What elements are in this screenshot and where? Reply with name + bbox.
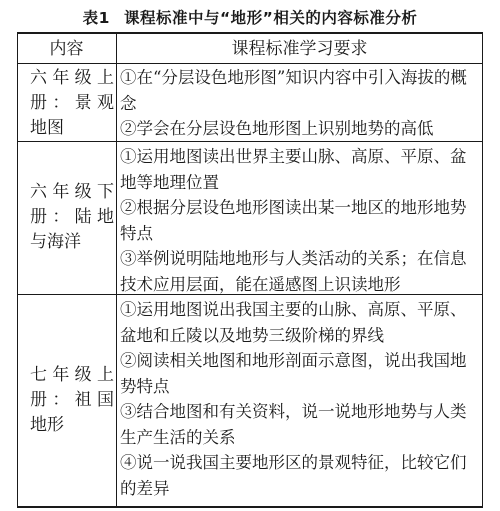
table-bottom-rule [17, 506, 483, 508]
requirement-item: ④说一说我国主要地形区的景观特征，比较它们的差异 [120, 453, 467, 498]
table-number: 表1 [82, 9, 110, 27]
row-1-content-line: 六年级上 [30, 68, 114, 88]
table-right-border [482, 33, 483, 508]
requirement-item: ③举例说明陆地地形与人类活动的关系；在信息技术应用层面，能在遥感图上识读地形 [120, 249, 467, 294]
requirement-item: ②根据分层设色地形图读出某一地区的地形地势特点 [120, 198, 467, 243]
row-3-content-line: 地形 [30, 415, 64, 435]
row-2-content-line: 册：陆地 [30, 207, 114, 227]
requirement-item: ①运用地图读出世界主要山脉、高原、平原、盆地等地理位置 [120, 147, 467, 192]
requirement-item: ②阅读相关地图和地形剖面示意图，说出我国地势特点 [120, 351, 467, 396]
row-2-content-line: 与海洋 [30, 232, 81, 252]
row-3-requirements [120, 297, 474, 501]
row-3-content [30, 363, 114, 438]
requirement-item: ①运用地图说出我国主要的山脉、高原、平原、盆地和丘陵以及地势三级阶梯的界线 [120, 300, 467, 345]
table-top-rule [17, 32, 483, 34]
requirement-item: ①在“分层设色地形图”知识内容中引入海拔的概念 [120, 68, 467, 113]
row-1-requirements [120, 65, 474, 142]
row-1-content [30, 66, 114, 141]
column-header-content: 内容 [49, 39, 84, 59]
table-caption [0, 6, 500, 28]
row-2-requirements [120, 144, 474, 297]
row-2-content-line: 六年级下 [30, 182, 114, 202]
requirement-item: ③结合地图和有关资料，说一说地形地势与人类生产生活的关系 [120, 402, 467, 447]
row-3-content-line: 七年级上 [30, 365, 114, 385]
column-header-requirements: 课程标准学习要求 [231, 39, 368, 59]
row-1-content-line: 册：景观 [30, 93, 114, 113]
row-1-content-line: 地图 [30, 118, 64, 138]
header-divider [17, 63, 483, 64]
row-3-content-line: 册：祖国 [30, 390, 114, 410]
requirement-item: ②学会在分层设色地形图上识别地势的高低 [120, 119, 434, 138]
table-title: 课程标准中与“地形”相关的内容标准分析 [123, 9, 418, 27]
row-2-content [30, 180, 114, 255]
column-divider [116, 33, 117, 508]
table-left-border [17, 33, 18, 508]
